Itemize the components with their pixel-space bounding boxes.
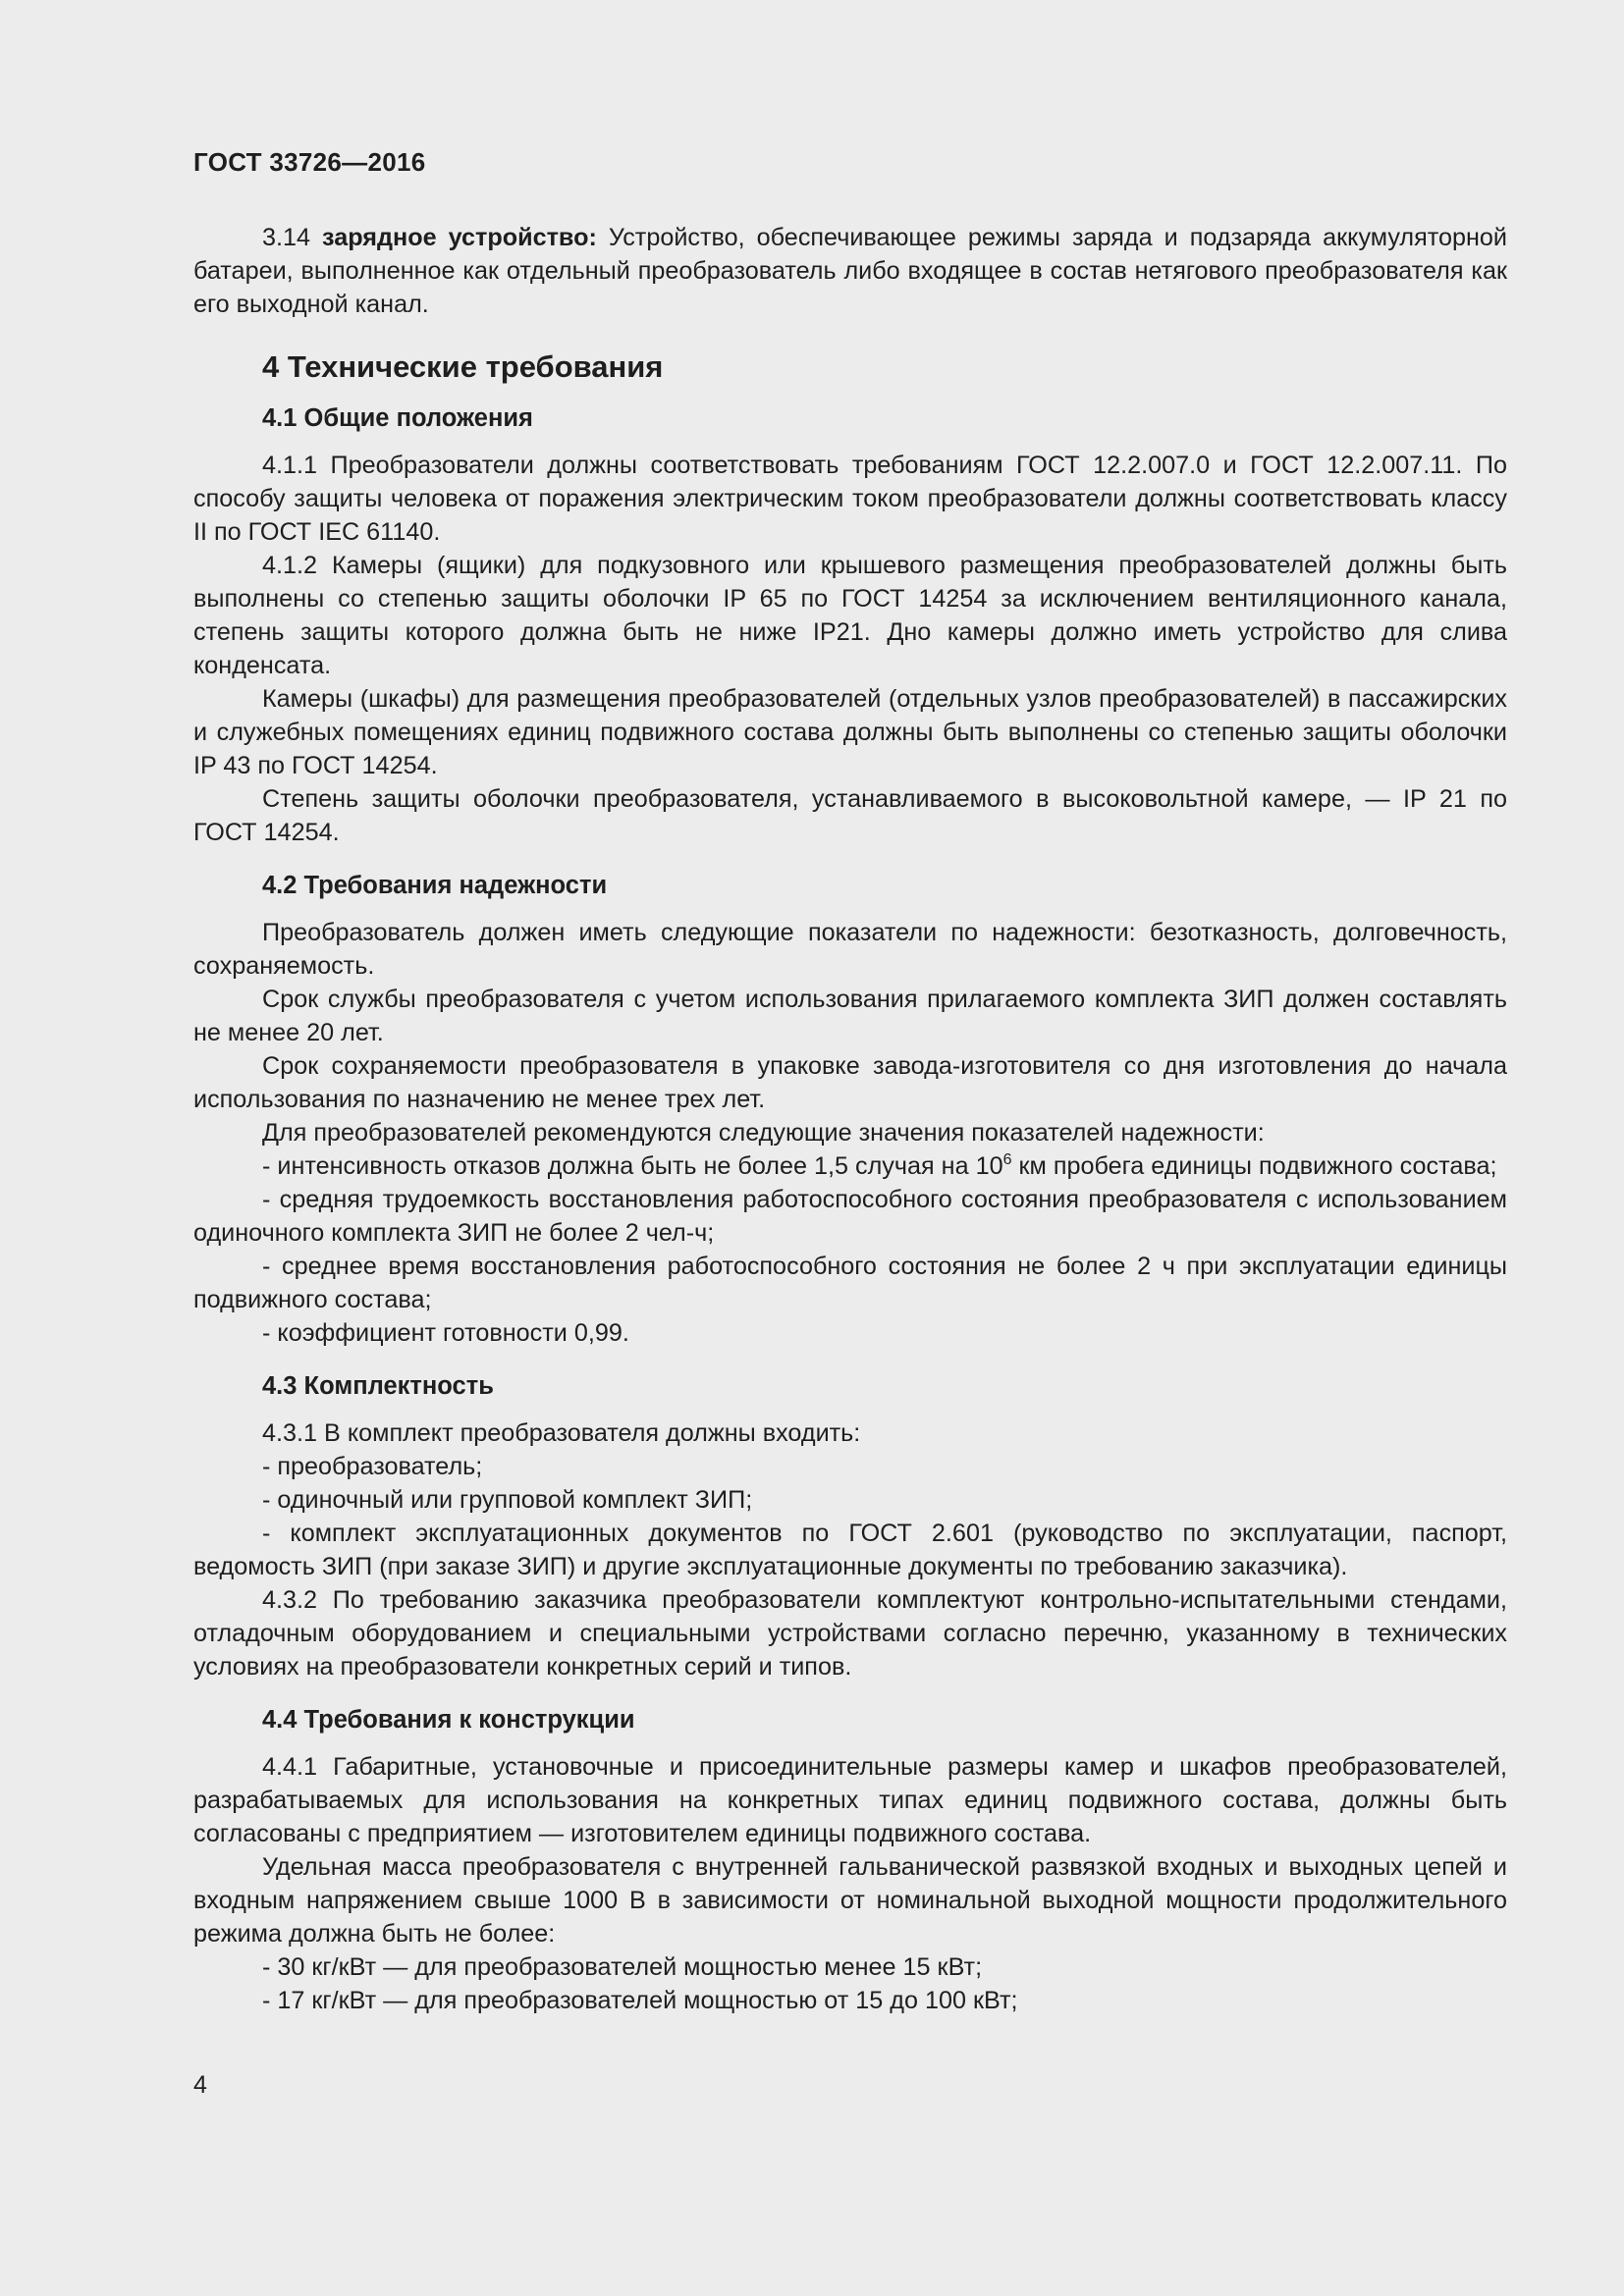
term: зарядное устройство: — [322, 224, 597, 251]
paragraph: 4.1.2 Камеры (ящики) для подкузовного или крышевого размещения преобразователей должны быть выполнены со степенью защиты оболочки IP 65 по ГОСТ 14254 за исключением вентиляционного канала, степень защиты которого должна быть не ниже IP21. Дно камеры должно иметь устройство для слива конденсата. — [193, 552, 1507, 679]
page-number: 4 — [193, 2071, 207, 2099]
section-title-4: 4 Технические требования — [262, 349, 664, 384]
list-item: - коэффициент готовности 0,99. — [262, 1319, 629, 1347]
document-code-header: ГОСТ 33726—2016 — [193, 147, 426, 177]
clause-3-14 — [193, 221, 1507, 321]
list-item: - интенсивность отказов должна быть не более 1,5 случая на $10^6$ км пробега единицы подвижного состава; — [262, 1151, 1497, 1180]
paragraph: Удельная масса преобразователя с внутренней гальванической развязкой входных и выходных цепей и входным напряжением свыше 1000 В в зависимости от номинальной выходной мощности продолжительного режима должна быть не более: — [193, 1853, 1507, 1948]
list-item: - среднее время восстановления работоспособного состояния не более 2 ч при эксплуатации единицы подвижного состава; — [193, 1253, 1507, 1313]
paragraph: Для преобразователей рекомендуются следующие значения показателей надежности: — [262, 1119, 1265, 1147]
document-body — [193, 221, 1507, 2017]
paragraph: Срок сохраняемости преобразователя в упаковке завода-изготовителя со дня изготовления до начала использования по назначению не менее трех лет. — [193, 1052, 1507, 1113]
list-item: - 17 кг/кВт — для преобразователей мощностью от 15 до 100 кВт; — [262, 1987, 1018, 2014]
paragraph: Срок службы преобразователя с учетом использования прилагаемого комплекта ЗИП должен составлять не менее 20 лет. — [193, 986, 1507, 1046]
paragraph: Преобразователь должен иметь следующие показатели по надежности: безотказность, долговечность, сохраняемость. — [193, 919, 1507, 980]
clause-number: 3.14 — [262, 224, 311, 251]
paragraph: Камеры (шкафы) для размещения преобразователей (отдельных узлов преобразователей) в пассажирских и служебных помещениях единиц подвижного состава должны быть выполнены со степенью защиты оболочки IP 43 по ГОСТ 14254. — [193, 685, 1507, 779]
subsection-title-4-2: 4.2 Требования надежности — [262, 872, 608, 899]
list-item: - комплект эксплуатационных документов по ГОСТ 2.601 (руководство по эксплуатации, паспорт, ведомость ЗИП (при заказе ЗИП) и другие эксплуатационные документы по требованию заказчика). — [193, 1520, 1507, 1580]
paragraph: 4.3.2 По требованию заказчика преобразователи комплектуют контрольно-испытательными стендами, отладочным оборудованием и специальными устройствами согласно перечню, указанному в технических условиях на преобразователи конкретных серий и типов. — [193, 1586, 1507, 1681]
paragraph: 4.1.1 Преобразователи должны соответствовать требованиям ГОСТ 12.2.007.0 и ГОСТ 12.2.007.11. По способу защиты человека от поражения электрическим током преобразователи должны соответствовать классу II по ГОСТ IEC 61140. — [193, 452, 1507, 546]
subsection-title-4-3: 4.3 Комплектность — [262, 1372, 494, 1400]
list-item: - преобразователь; — [262, 1453, 483, 1480]
paragraph: 4.3.1 В комплект преобразователя должны входить: — [262, 1419, 861, 1447]
subsection-title-4-4: 4.4 Требования к конструкции — [262, 1706, 635, 1734]
paragraph: 4.4.1 Габаритные, установочные и присоединительные размеры камер и шкафов преобразователей, разрабатываемых для использования на конкретных типах единиц подвижного состава, должны быть согласованы с предприятием — изготовителем единицы подвижного состава. — [193, 1753, 1507, 1847]
document-page — [193, 0, 1507, 2296]
superscript: 6 — [1002, 1151, 1012, 1168]
paragraph: Степень защиты оболочки преобразователя, устанавливаемого в высоковольтной камере, — IP 21 по ГОСТ 14254. — [193, 785, 1507, 846]
list-item: - одиночный или групповой комплект ЗИП; — [262, 1486, 753, 1514]
term-definition: Устройство, обеспечивающее режимы заряда и подзаряда аккумуляторной батареи, выполненное как отдельный преобразователь либо входящее в состав нетягового преобразователя как его выходной канал. — [193, 224, 1507, 318]
list-item: - средняя трудоемкость восстановления работоспособного состояния преобразователя с использованием одиночного комплекта ЗИП не более 2 чел-ч; — [193, 1186, 1507, 1247]
subsection-title-4-1: 4.1 Общие положения — [262, 404, 533, 432]
list-item: - 30 кг/кВт — для преобразователей мощностью менее 15 кВт; — [262, 1953, 983, 1981]
